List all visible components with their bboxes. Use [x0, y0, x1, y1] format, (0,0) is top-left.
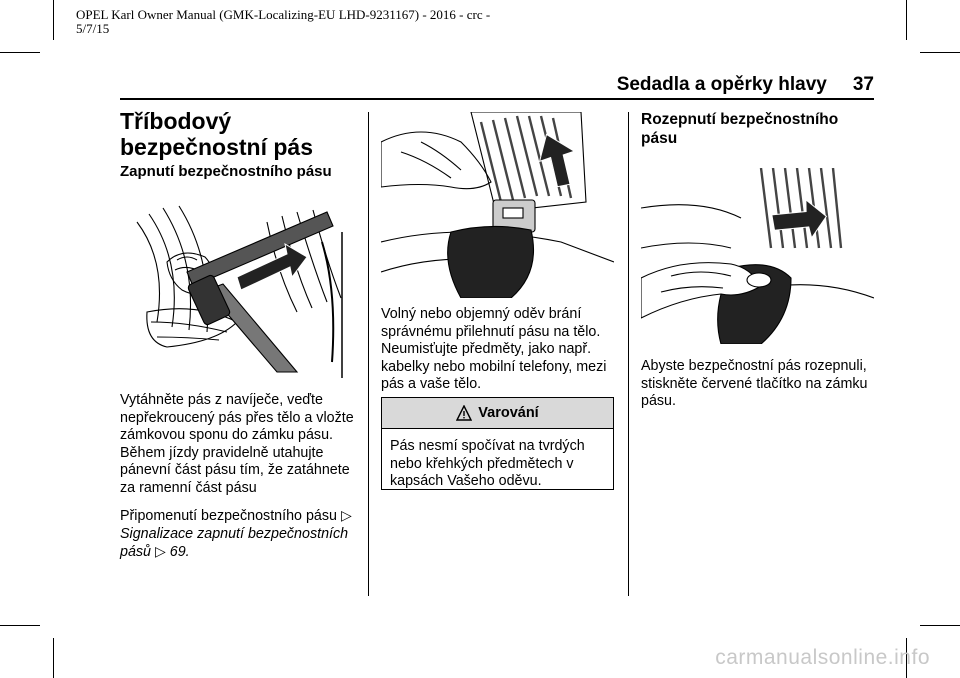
- warning-text: Pás nesmí spočívat na tvrdých nebo křehkých předmětech v kapsách Vašeho oděvu.: [390, 438, 585, 489]
- buckling-seat-belt-drawing: [127, 202, 352, 378]
- watermark: carmanualsonline.info: [715, 646, 930, 669]
- column-divider: [368, 112, 369, 596]
- col1-paragraph: Vytáhněte pás z navíječe, veďte nepřekroucený pás přes tělo a vložte zámkovou sponu do zámku pásu. Během jízdy pravidelně utahujte pánevní část pásu tím, že zatáhnete za ramenní část pásu: [120, 392, 354, 496]
- print-metadata: [76, 8, 516, 36]
- belt-release-button-illustration: [641, 168, 874, 344]
- running-head: [617, 74, 874, 96]
- col2-paragraph: Volný nebo objemný oděv brání správnému přilehnutí pásu na tělo. Neumisťujte předměty, jako např. kabelky nebo mobilní telefony, mezi pás a vaše tělo.: [381, 306, 607, 392]
- page-number: 37: [852, 74, 874, 95]
- crop-mark: [53, 638, 54, 678]
- crop-mark: [0, 52, 40, 53]
- section-title: Sedadla a opěrky hlavy: [616, 74, 827, 95]
- crop-mark: [53, 0, 54, 40]
- reminder-line: [120, 507, 358, 526]
- cross-reference-link[interactable]: Signalizace zapnutí bezpečnostních pásů: [120, 525, 349, 560]
- crop-mark: [920, 52, 960, 53]
- crop-mark: [906, 0, 907, 40]
- belt-release-button-drawing: [641, 168, 874, 344]
- subsection-heading: Rozepnutí bezpečnostního pásu: [641, 111, 839, 147]
- crop-mark: [920, 625, 960, 626]
- buckling-seat-belt-illustration: [127, 202, 352, 378]
- col1-text: [120, 392, 358, 562]
- cross-reference: [120, 526, 358, 562]
- page-reference-icon: ▷: [155, 543, 166, 559]
- reminder-label: Připomenutí bezpečnostního pásu: [120, 508, 337, 524]
- warning-triangle-icon: [456, 405, 472, 421]
- print-metadata-line2: 5/7/15: [76, 21, 110, 36]
- crop-mark: [0, 625, 40, 626]
- header-rule: [120, 98, 874, 100]
- cross-reference-page[interactable]: 69.: [169, 544, 190, 560]
- col3-paragraph: Abyste bezpečnostní pás rozepnuli, stiskněte červené tlačítko na zámku pásu.: [641, 358, 868, 409]
- subsection-heading: Zapnutí bezpečnostního pásu: [120, 163, 332, 180]
- page-reference-icon: ▷: [340, 507, 352, 523]
- warning-title: Varování: [478, 405, 539, 421]
- belt-latch-insertion-drawing: [381, 112, 614, 298]
- section-heading: Tříbodový bezpečnostní pás: [120, 108, 313, 160]
- warning-header: [382, 398, 613, 429]
- print-metadata-line1: OPEL Karl Owner Manual (GMK-Localizing-EU LHD-9231167) - 2016 - crc -: [76, 7, 491, 22]
- warning-box: [381, 397, 614, 490]
- belt-latch-insertion-illustration: [381, 112, 614, 298]
- column-divider: [628, 112, 629, 596]
